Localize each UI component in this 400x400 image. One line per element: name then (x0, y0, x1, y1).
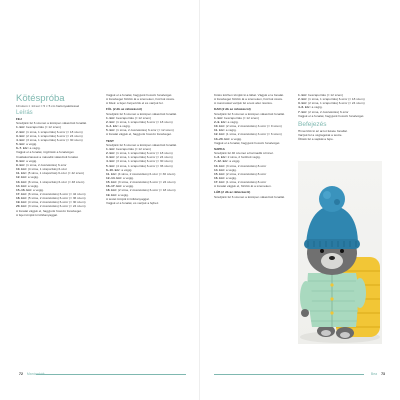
instruction-line: A testet tömjük ki töltőanyaggal. (106, 196, 150, 201)
instruction-line: SAPKA (214, 146, 225, 151)
instruction-line: 12. kör: (1 sima, 2 összekötés) 3-szor (= 6 szem) (214, 132, 282, 137)
footer-rule (214, 374, 364, 375)
instruction-list (214, 93, 300, 199)
instruction-line: FÜL (2 db az ráhúzásról) (106, 107, 142, 112)
footer-title: Manócskák (26, 372, 45, 376)
instruction-line: 4–6. kör: a végig. (298, 105, 323, 110)
instruction-line: 1. kör: beszaporítás (= 12 szem) (214, 115, 260, 120)
instruction-line: 1. kör: beszaporítás (= 12 szem) (16, 125, 62, 130)
gauge-text: 10 szem × 14 sor = 5 × 5 cm harisnyakötéssel (16, 104, 80, 108)
instruction-line: 1. kör: beszaporítás (= 12 szem) (106, 115, 152, 120)
instruction-line: 13. kör: (6 sima, 1 szaporítás) 6-szor (= 48 szem) (16, 179, 85, 184)
instruction-line: Vágjuk el a fonalat, és varrjuk a fejhez. (106, 200, 160, 205)
footer-title: Bea (370, 372, 378, 376)
instruction-list (16, 121, 102, 217)
instruction-line: Szedjünk fel 6 szemet a középen választott fonallal. (214, 111, 285, 116)
instruction-line: A fejet tömjük ki töltőanyaggal. (16, 212, 58, 217)
instruction-line: 18. kör: (2 sima, 2 összekötés) 6-szor (= 18 szem) (106, 188, 176, 193)
instruction-line: 11. kör: (5 sima, 1 szaporítás) 6-szor (= 42 szem) (16, 171, 85, 176)
instruction-line: Vágjuk el a fonalat, rögzítsük a fonalvéget. (16, 150, 75, 155)
instruction-line: 2–9. kör: a végig. (214, 119, 239, 124)
footer-right (364, 370, 388, 378)
instruction-line: 9. kör: (1 sima, 2 összekötés) 6-szor (16, 162, 67, 167)
instruction-line: 15–16. kör: a végig. (16, 187, 44, 192)
bear-illustration (298, 161, 382, 344)
instruction-line: 20. kör: (3 sima, 2 összekötés) 6-szor (= 24 szem) (16, 204, 86, 209)
instruction-line: A fonalvéget fűzzük át a szemeken, húzzuk össze. (106, 97, 176, 102)
instruction-line: A mancsokat varrjuk fel a test alsó részére. (214, 101, 273, 106)
instruction-line: LÁB (2 db az ráhúzásról) (214, 190, 251, 195)
instruction-line: 3. kör: (2 sima, 1 szaporítás) 6-szor (= 24 szem) (16, 133, 83, 138)
instruction-line: 15. kör: (3 sima, 2 összekötés) 6-szor (= 24 szem) (106, 180, 176, 185)
instruction-line: Kötés közben tömjük ki a lábat. Vágjuk el a fonalat. (214, 93, 284, 97)
instruction-line: 16. kör: a végig. (214, 175, 237, 180)
instruction-line: 13–20. kör: a végig. (214, 136, 242, 141)
left-column-1 (16, 93, 102, 217)
instruction-line: 1. kör: beszaporítás (= 12 szem) (298, 93, 344, 97)
page-title: Kötéspróba (16, 93, 65, 104)
instruction-line: 17. kör: (1 sima, 2 összekötés) 8-szor (214, 180, 267, 185)
page-number: 72 (19, 372, 23, 376)
instruction-list (298, 93, 384, 118)
instruction-line: 6–7. kör: a végig. (16, 146, 41, 151)
instruction-line: 12. kör: a végig. (16, 175, 39, 180)
instruction-line: 1–6. kör: 2 sima, 2 fordított végig. (214, 155, 261, 160)
instruction-line: 18. kör: (5 sima, 2 összekötés) 6-szor (= 36 szem) (16, 196, 86, 201)
section-title-finish: Befejezés (298, 120, 327, 128)
instruction-line: 19. kör: (4 sima, 2 összekötés) 6-szor (= 30 szem) (16, 200, 86, 205)
instruction-line: 1. kör: beszaporítás (= 12 szem) (106, 146, 152, 151)
instruction-line: 6–10. kör: a végig. (106, 167, 133, 172)
instruction-line: 15. kör: (2 sima, 2 összekötés) 8-szor (214, 171, 267, 176)
finish-list (298, 129, 384, 141)
instruction-line: 19. kör: a végig. (106, 192, 129, 197)
instruction-line: 11. kör: (4 sima, 2 összekötés) 6-szor (= 30 szem) (106, 171, 176, 176)
instruction-line: 4. kör: (3 sima, 1 szaporítás) 6-szor (= 30 szem) (16, 137, 83, 142)
footer-rule (36, 374, 186, 375)
instruction-line: 2. kör: (1 sima, 1 szaporítás) 6-szor (= 18 szem) (16, 129, 83, 134)
instruction-line: 7–12. kör: a végig. (214, 159, 241, 164)
instruction-line: 2. kör: (1 sima, 1 szaporítás) 6-szor (= 18 szem) (298, 97, 365, 102)
instruction-line: A fülek: a fejen helyezzük el és varrjuk fel. (106, 101, 164, 106)
left-column-2 (106, 93, 192, 205)
right-column-1 (214, 93, 300, 199)
instruction-line: Szedjünk fel 6 szemet a középen választott fonallal. (106, 111, 177, 116)
instruction-line: Szedjünk fel 40 szemet a harmadik színnel. (214, 151, 274, 156)
instruction-line: Csatlakoztassuk a második választott fonalat. (16, 154, 79, 159)
section-title-description: Leírás (16, 110, 33, 117)
instruction-line: 3. kör: (2 sima, 1 szaporítás) 6-szor (= 24 szem) (106, 155, 173, 160)
instruction-line: 10. kör: (2 sima, 2 összekötés) 3-szor (= 9 szem) (214, 124, 282, 129)
instruction-line: 13. kör: (3 sima, 2 összekötés) 8-szor (214, 163, 267, 168)
instruction-line: 12–14. kör: a végig. (106, 175, 134, 180)
page-number: 73 (381, 372, 385, 376)
instruction-line: 3. kör: (2 sima, 1 szaporítás) 6-szor (= 24 szem) (298, 101, 365, 106)
instruction-line: 14. kör: a végig. (16, 183, 39, 188)
instruction-line: 7. kör: (2 sima, 2 összekötés) 6-szor (298, 109, 349, 114)
instruction-line: A fonalat vágjuk el, fűzzük át a szemeken. (214, 184, 272, 189)
subheading-head: FEJ (16, 117, 22, 122)
instruction-line: 2. kör: (1 sima, 1 szaporítás) 6-szor (= 18 szem) (106, 151, 173, 156)
instruction-line: Szedjünk fel 6 szemet a középen választott fonallal. (16, 121, 87, 126)
instruction-line: 8. kör: a végig. (16, 158, 37, 163)
instruction-line: A fonalat vágjuk el, hagyjunk hosszú fonalvéget. (16, 208, 82, 213)
instruction-line: A fonalvéget fűzzük át a szemeken, húzzuk össze. (214, 97, 284, 102)
instruction-line: 14. kör: a végig. (214, 167, 237, 172)
instruction-line: 5. kör: (4 sima, 1 szaporítás) 6-szor (= 36 szem) (106, 163, 173, 168)
instruction-line: 5. kör: a végig. (16, 142, 37, 147)
instruction-line: Szedjünk fel 6 szemet a középen választott fonallal. (106, 142, 177, 147)
instruction-line: 16–17. kör: a végig. (106, 184, 134, 189)
instruction-line: 3–4. kör: a végig. (106, 124, 131, 129)
instruction-line: 5. kör: (1 sima, 2 összekötés) 6-szor (= 12 szem) (106, 128, 174, 133)
instruction-line: 4. kör: (3 sima, 1 szaporítás) 6-szor (= 30 szem) (106, 159, 173, 164)
instruction-list (106, 93, 192, 205)
footer-left (16, 370, 45, 378)
instruction-line: 17. kör: (6 sima, 2 összekötés) 6-szor (= 42 szem) (16, 191, 86, 196)
instruction-line: Varrjuk fel a végtagokat a testre. (298, 133, 343, 138)
instruction-line: Vágjuk el a fonalat, hagyjunk hosszú fonalvéget. (298, 113, 365, 118)
instruction-line: Hímezzük ki az arcot fekete fonallal. (298, 128, 348, 133)
instruction-line: KAR (2 db az ráhúzásról) (214, 107, 251, 112)
bear-photo (298, 161, 382, 344)
instruction-line: TEST (106, 138, 114, 143)
instruction-line: 10. kör: (4 sima, 1 szaporítás) 6-szor (16, 167, 68, 172)
instruction-line: Vágjuk el a fonalat, hagyjunk hosszú fonalvéget. (214, 140, 281, 145)
instruction-line: Öltsük fel a sapkát a fejre. (298, 137, 334, 142)
instruction-line: Vágjuk el a fonalat, hagyjunk hosszú fonalvéget. (106, 93, 173, 97)
instruction-line: Szedjünk fel 6 szemet a középen választott fonallal. (214, 194, 285, 199)
right-column-2 (298, 93, 384, 141)
instruction-line: 11. kör: a végig. (214, 128, 237, 133)
instruction-line: A fonalat vágjuk el, hagyjunk hosszú fonalvéget. (106, 132, 172, 137)
instruction-line: 2. kör: (1 sima, 1 szaporítás) 6-szor (= 18 szem) (106, 119, 173, 124)
